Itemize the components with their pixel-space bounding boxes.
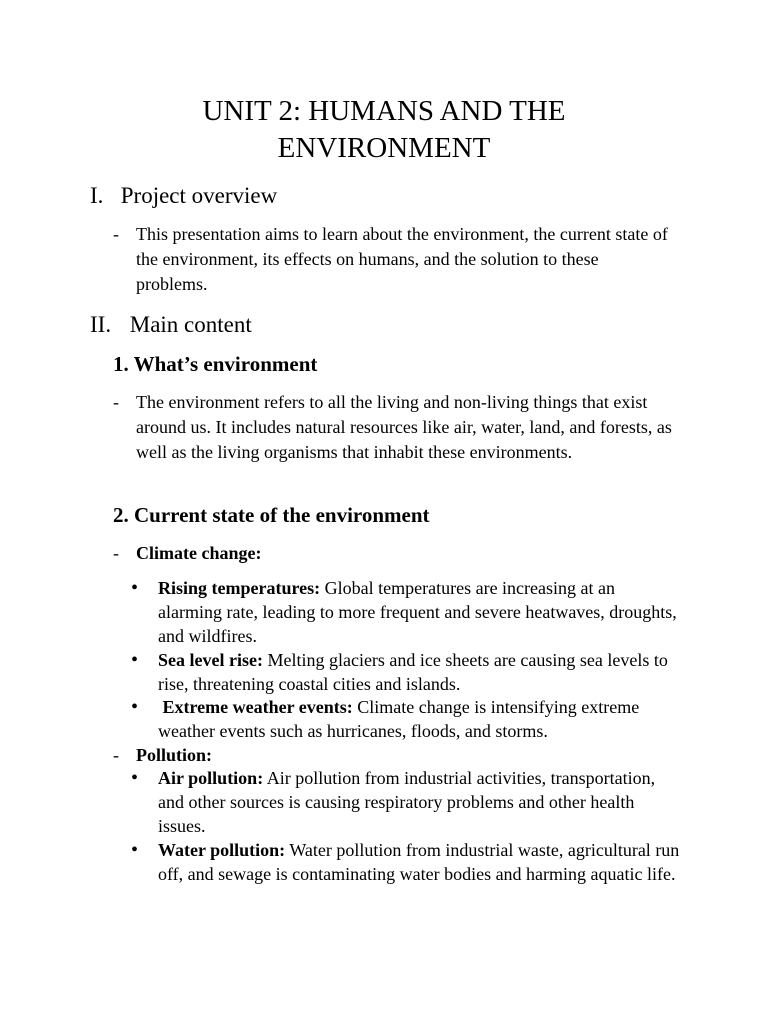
section-title: Main content (129, 312, 252, 337)
bullet-item-water-pollution (131, 838, 681, 886)
bullet-marker: • (131, 696, 139, 718)
bullet-text: Melting glaciers and ice sheets are causing sea levels to rise, threatening coastal cities and islands. (158, 650, 668, 694)
bullet-item-extreme-weather (131, 695, 681, 743)
bullet-item-rising-temperatures (131, 576, 681, 648)
bullet-term: Rising temperatures: (158, 578, 321, 598)
dash-marker: - (113, 745, 119, 765)
bullet-marker: • (131, 577, 139, 599)
group-label-text: Climate change: (136, 543, 262, 563)
bullet-marker: • (131, 839, 139, 861)
bullet-text: Water pollution from industrial waste, agricultural run off, and sewage is contaminating water bodies and harming aquatic life. (158, 840, 680, 884)
dash-marker: - (113, 543, 119, 563)
bullet-term: Sea level rise: (158, 650, 263, 670)
section-number: II. (90, 312, 112, 337)
list-item-project-overview (113, 222, 673, 297)
bullet-term: Air pollution: (158, 768, 264, 788)
list-item-environment-definition (113, 390, 673, 465)
subsection-heading-current-state: 2. Current state of the environment (113, 503, 430, 527)
group-label-pollution (113, 743, 212, 767)
bullet-item-air-pollution (131, 766, 681, 838)
group-label-climate-change (113, 541, 261, 565)
bullet-marker: • (131, 649, 139, 671)
document-title-line-2: ENVIRONMENT (277, 132, 491, 164)
bullet-term: Extreme weather events: (158, 697, 353, 717)
bullet-term: Water pollution: (158, 840, 286, 860)
section-heading-main-content (90, 311, 252, 339)
bullet-text: Air pollution from industrial activities, transportation, and other sources is causing respiratory problems and other health issues. (158, 768, 656, 836)
subsection-heading-whats-environment: 1. What’s environment (113, 352, 318, 376)
section-heading-project-overview (90, 182, 277, 210)
dash-marker: - (113, 224, 119, 244)
bullet-item-sea-level-rise (131, 648, 681, 696)
document-title-line-1: UNIT 2: HUMANS AND THE (202, 95, 566, 127)
dash-marker: - (113, 392, 119, 412)
bullet-text: Global temperatures are increasing at an alarming rate, leading to more frequent and severe heatwaves, droughts, and wildfires. (158, 578, 677, 646)
group-label-text: Pollution: (136, 745, 213, 765)
bullet-text: Climate change is intensifying extreme weather events such as hurricanes, floods, and storms. (158, 697, 640, 741)
paragraph-text: This presentation aims to learn about the environment, the current state of the environment, its effects on humans, and the solution to these problems. (136, 224, 668, 294)
document-title (0, 93, 768, 167)
bullet-marker: • (131, 767, 139, 789)
paragraph-text: The environment refers to all the living and non-living things that exist around us. It includes natural resources like air, water, land, and forests, as well as the living organisms that inhabit these environments. (136, 392, 672, 462)
section-title: Project overview (120, 183, 278, 208)
section-number: I. (90, 183, 104, 208)
